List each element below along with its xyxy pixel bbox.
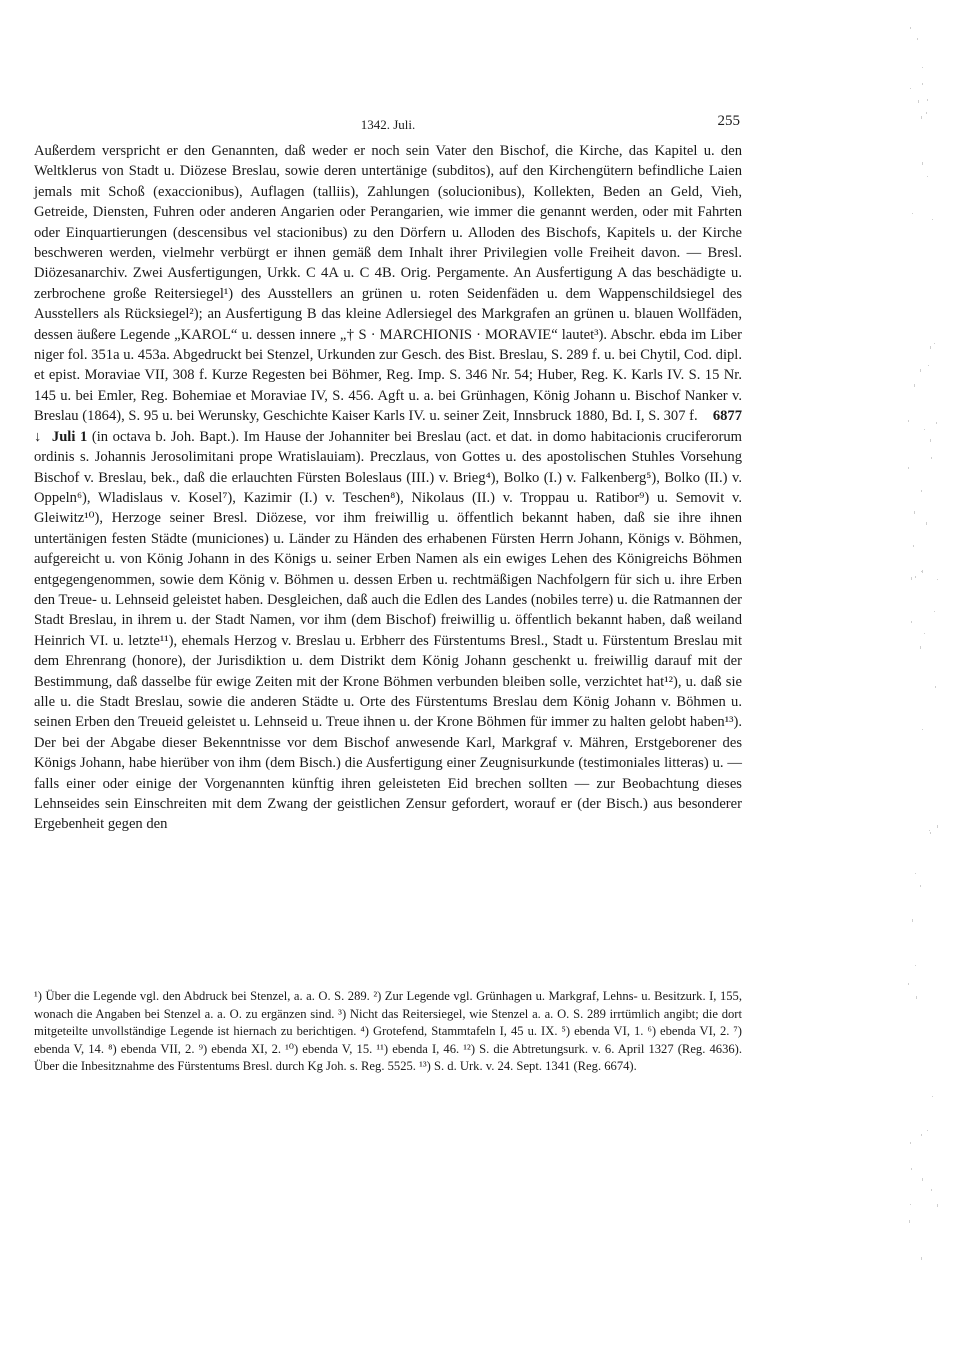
scan-speck xyxy=(915,576,916,578)
entry-date: Juli 1 xyxy=(51,428,88,445)
scan-speck xyxy=(930,346,931,349)
scan-speck xyxy=(931,1189,932,1191)
scan-speck xyxy=(921,1134,922,1136)
scan-speck xyxy=(937,1204,938,1207)
scan-speck xyxy=(916,996,917,999)
scan-speck xyxy=(927,99,928,101)
scan-speck xyxy=(922,1178,923,1181)
scan-speck xyxy=(911,1168,912,1170)
scan-speck xyxy=(934,611,935,612)
scan-speck xyxy=(912,919,913,922)
scan-speck xyxy=(918,100,919,103)
scan-speck xyxy=(914,511,915,514)
scan-speck xyxy=(924,429,925,430)
page-header xyxy=(34,113,742,137)
scan-speck xyxy=(920,885,921,887)
scan-speck xyxy=(910,88,911,89)
paragraph-text: Außerdem verspricht er den Genannten, daß weder er noch sein Vater den Bischof, die Kirche, das Kapitel u. den Weltklerus von Stadt u. Diözese Breslau, sowie deren untertänige (subditos), auf den Kirchengütern befindliche Laien jemals mit Schoß (exaccionibus), Auflagen (talliis), Zahlungen (solucionibus), Kollekten, Beden an Geld, Vieh, Getreide, Diensten, Fuhren oder anderen Angarien oder Perangarien, wie immer die genannt werden, oder mit Fahrten oder Einquartierungen (descensibus vel stacionibus) zu den Dörfern u. Alloden des Bischofs, Kapitels u. der Kirche beschweren werden, vielmehr verbürgt er ihnen gemäß dem Inhalt ihrer Privilegien volle Freiheit davon. — Bresl. Diözesanarchiv. Zwei Ausfertigungen, Urkk. C 4A u. C 4B. Orig. Pergamente. An Ausfertigung A das beschädigte u. zerbrochene große Reitersiegel¹) des Ausstellers an grünen u. roten Seidenfäden u. dem Wappenschildsiegel des Ausstellers als Rücksiegel²); an Ausfertigung B das kleine Adlersiegel des Markgrafen an grünen u. blauen Wollfäden, dessen äußere Legende „KAROL“ u. dessen innere „† S · MARCHIONIS · MORAVIE“ lautet³). Abschr. ebda im Liber niger fol. 351a u. 453a. Abgedruckt bei Stenzel, Urkunden zur Gesch. des Bist. Breslau, S. 289 f. u. bei Chytil, Cod. dipl. et epist. Moraviae VII, 308 f. Kurze Regesten bei Böhmer, Reg. Imp. S. 346 Nr. 54; Huber, Reg. K. Karls IV. S. 15 Nr. 145 u. bei Emler, Reg. Bohemiae et Moraviae IV, S. 456. Agft u. a. bei Grünhagen, König Johann u. Bischof Nanker v. Breslau (1864), S. 95 u. bei Werunsky, Geschichte Kaiser Karls IV. u. seiner Zeit, Innsbruck 1880, Bd. I, S. 307 f. xyxy=(34,143,742,425)
scan-speck xyxy=(908,467,909,469)
scan-margin-noise xyxy=(908,0,944,1349)
scan-speck xyxy=(921,571,922,572)
running-title: 1342. Juli. xyxy=(360,117,416,132)
scan-speck xyxy=(914,384,915,387)
scan-speck xyxy=(937,579,938,580)
document-page xyxy=(34,0,742,1349)
scan-speck xyxy=(913,545,914,547)
scan-speck xyxy=(924,633,925,634)
footnotes-text: ¹) Über die Legende vgl. den Abdruck bei Stenzel, a. a. O. S. 289. ²) Zur Legende vgl. Grünhagen u. Markgraf, Lehns- u. Besitzurk. I, 155, wonach die Angaben bei Stenzel a. a. O. zu ergänzen sind. ³) Nicht das Reitersiegel, wie Stenzel a. a. O. S. 289 irrtümlich angibt; die dort mitgeteilte unvollständige Legende ist hiernach zu berichtigen. ⁴) Grotefend, Stammtafeln I, 45 u. IX. ⁵) ebenda VI, 1. ⁶) ebenda VI, 2. ⁷) ebenda V, 14. ⁸) ebenda VII, 2. ⁹) ebenda XI, 2. ¹⁰) ebenda V, 15. ¹¹) ebenda I, 46. ¹²) S. die Abtretungsurk. v. 6. April 1327 (Reg. 4636). Über die Inbesitznahme des Fürstentums Bresl. durch Kg Joh. s. Reg. 5525. ¹³) S. d. Urk. v. 24. Sept. 1341 (Reg. 6674). xyxy=(34,989,742,1074)
scan-speck xyxy=(911,577,912,580)
scan-speck xyxy=(932,219,933,220)
scan-speck xyxy=(910,1142,911,1144)
scan-speck xyxy=(917,38,918,40)
scan-speck xyxy=(930,439,931,442)
page-number: 255 xyxy=(717,113,740,129)
scan-speck xyxy=(921,116,922,119)
scan-speck xyxy=(922,83,923,85)
scan-speck xyxy=(908,420,909,422)
scan-speck xyxy=(922,162,923,165)
entry-text: (in octava b. Joh. Bapt.). Im Hause der Johanniter bei Breslau (act. et dat. in domo habitacionis cruciferorum ordinis s. Johannis Jerosolimitani prope Wratislauiam). Preczlaus, von Gottes u. des apostolischen Stuhles Vorsehung Bischof v. Breslau, bek., daß die erlauchten Fürsten Boleslaus (III.) v. Brieg⁴), Bolko (I.) v. Falkenberg⁵), Bolko (II.) v. Oppeln⁶), Wladislaus v. Kosel⁷), Kazimir (I.) v. Teschen⁸), Nikolaus (II.) v. Troppau u. Ratibor⁹) u. Semovit v. Gleiwitz¹⁰), Herzoge seiner Bresl. Diözese, vor ihm freiwillig u. öffentlich bekannt haben, daß sie ihre ihnen untertänigen festen Städte (municiones) u. Länder zu Händen des erhabenen Fürsten Herrn Johann, Königs v. Böhmen, aufgereicht u. von König Johann in des Königs u. seiner Erben Namen als ein ewiges Lehen des Königreichs Böhmen entgegengenommen, sowie dem König v. Böhmen u. dessen Erben u. rechtmäßigen Nachfolgern für sich u. ihre Erben den Treue- u. Lehnseid geleistet haben. Desgleichen, daß auch die Edlen des Landes (nobiles terre) u. die Ratmannen der Stadt Breslau, in ihrem u. der Stadt Namen, vor ihm (dem Bischof) freiwillig u. öffentlich bekannt haben, daß weiland Heinrich VI. u. letzte¹¹), ehemals Herzog v. Breslau u. Erbherr des Fürstentums Bresl., Stadt u. Fürstentum Breslau mit dem Ehrenrang (honore), der Jurisdiktion u. dem Distrikt dem König Johann geschenkt u. freiwillig darauf mit der Bestimmung, daß dasselbe für ewige Zeiten mit der Krone Böhmen verbunden bleiben solle, verzichtet hat¹²), u. daß sie alle u. die Stadt Breslau, sowie die anderen Städte u. Orte des Fürstentums Breslau dem König Johann v. Böhmen u. seinen Erben den Treueid geleistet u. Lehnseid u. Treue ihnen u. der Krone Böhmen für immer zu halten gelobt haben¹³). Der bei der Abgabe dieser Bekenntnisse vor dem Bischof anwesende Karl, Markgraf v. Mähren, Erstgeborener des Königs Johann, habe hierüber von ihm (dem Bisch.) die Ausfertigung einer Zeugnisurkunde (testimoniales litteras) u. — falls einer oder einige der Vorgenannten künftig ihren geleisteten Eid brechen sollten — zur Beobachtung dieses Lehnseides sein Einschreiten mit dem Zwang der geistlichen Zensur gefordert, worauf er (der Bisch.) aus besonderer Ergebenheit gegen den xyxy=(34,428,742,833)
entry-number: 6877 xyxy=(712,408,742,425)
scan-speck xyxy=(922,67,923,68)
regest-entry xyxy=(34,427,742,835)
main-text xyxy=(34,141,742,835)
scan-speck xyxy=(911,621,912,623)
scan-speck xyxy=(908,983,909,985)
scan-speck xyxy=(912,213,913,214)
footnotes xyxy=(34,988,742,1076)
scan-speck xyxy=(935,686,936,688)
scan-speck xyxy=(929,830,930,831)
scan-speck xyxy=(920,646,921,649)
entry-marker: ↓ xyxy=(34,428,42,445)
scan-speck xyxy=(921,490,922,492)
scan-speck xyxy=(921,1257,922,1260)
scan-speck xyxy=(926,112,927,114)
scan-speck xyxy=(910,1204,911,1205)
scan-speck xyxy=(915,965,916,966)
scan-speck xyxy=(932,1096,933,1097)
scan-speck xyxy=(927,1130,928,1131)
scan-speck xyxy=(910,27,911,29)
scan-speck xyxy=(934,343,935,344)
scan-speck xyxy=(909,1220,910,1223)
scan-speck xyxy=(936,422,937,424)
scan-speck xyxy=(926,522,927,525)
scan-speck xyxy=(920,369,921,372)
scan-speck xyxy=(928,365,929,366)
scan-speck xyxy=(931,457,932,459)
scan-speck xyxy=(922,729,923,730)
scan-speck xyxy=(922,570,923,573)
scan-speck xyxy=(930,832,931,834)
paragraph-continuation xyxy=(34,141,742,427)
scan-speck xyxy=(915,873,916,874)
scan-speck xyxy=(937,825,938,828)
scan-speck xyxy=(927,176,928,177)
